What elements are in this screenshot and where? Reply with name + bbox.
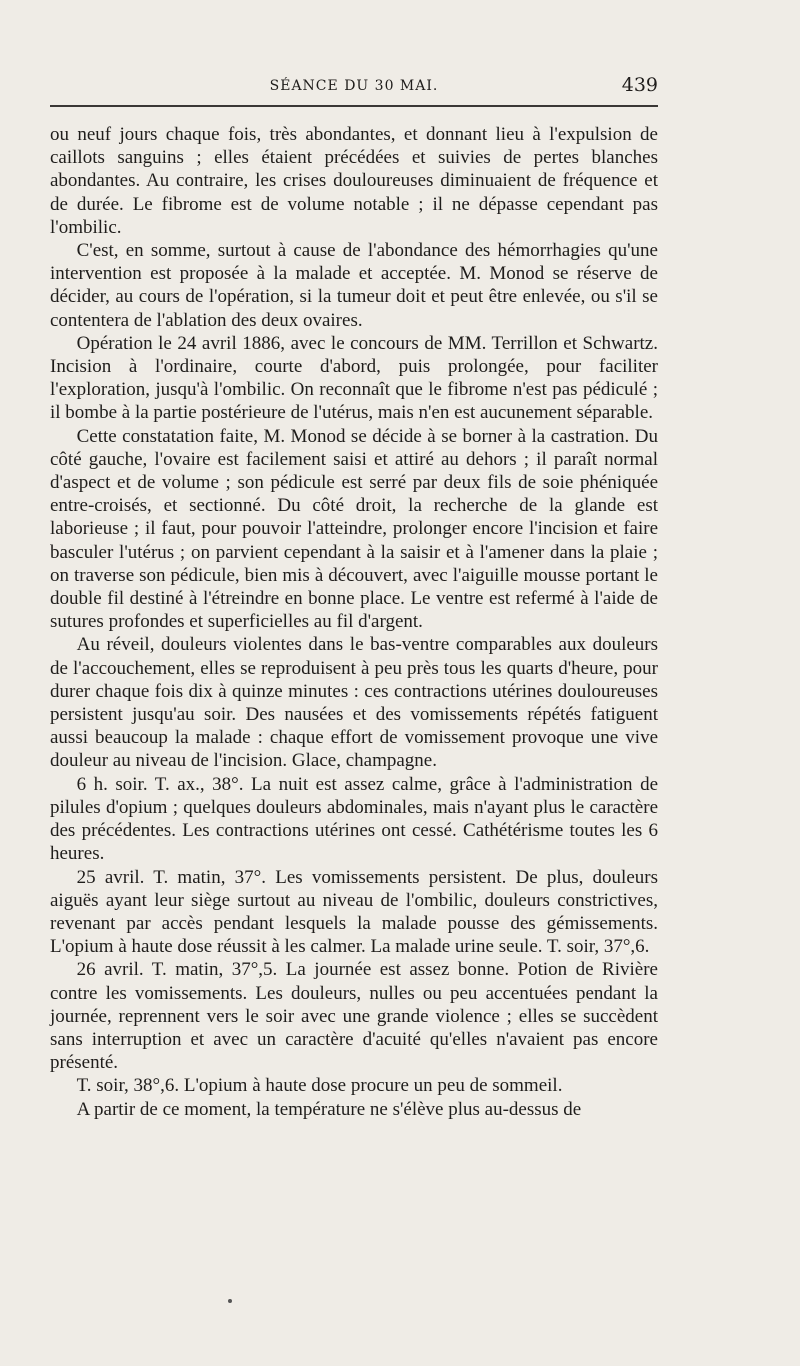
body-text (50, 123, 658, 1121)
paragraph: T. soir, 38°,6. L'opium à haute dose procure un peu de sommeil. (76, 1075, 563, 1097)
paragraph: Au réveil, douleurs violentes dans le bas-ventre comparables aux douleurs de l'accouchement, elles se reproduisent à peu près tous les quarts d'heure, pour durer chaque fois dix à quinze minutes : ces contractions utérines douloureuses persistent jusqu'au soir. Des nausées et des vomissements répétés fatiguent aussi beaucoup la malade : chaque effort de vomissement provoque une vive douleur au niveau de l'incision. Glace, champagne. (50, 634, 658, 772)
page-header (50, 72, 658, 102)
running-title: SÉANCE DU 30 MAI. (269, 78, 439, 94)
paragraph: A partir de ce moment, la température ne s'élève plus au-dessus de (76, 1098, 582, 1120)
paragraph: 6 h. soir. T. ax., 38°. La nuit est assez calme, grâce à l'administration de pilules d'opium ; quelques douleurs abdominales, mais n'ayant plus le caractère des précédentes. Les contractions utérines ont cessé. Cathétérisme toutes les 6 heures. (50, 773, 658, 865)
page-number: 439 (621, 74, 658, 96)
paragraph: C'est, en somme, surtout à cause de l'abondance des hémorrhagies qu'une intervention est proposée à la malade et acceptée. M. Monod se réserve de décider, au cours de l'opération, si la tumeur doit et peut être enlevée, ou s'il se contentera de l'ablation des deux ovaires. (50, 240, 658, 331)
paragraph: Cette constatation faite, M. Monod se décide à se borner à la castration. Du côté gauche, l'ovaire est facilement saisi et attiré au dehors ; il paraît normal d'aspect et de volume ; son pédicule est serré par deux fils de soie phéniquée entre-croisés, et sectionné. Du côté droit, la recherche de la glande est laborieuse ; il faut, pour pouvoir l'atteindre, prolonger encore l'incision et faire basculer l'utérus ; on parvient cependant à la saisir et à l'amener dans la plaie ; on traverse son pédicule, bien mis à découvert, avec l'aiguille mousse portant le double fil destiné à l'étreindre en bonne place. Le ventre est refermé à l'aide de sutures profondes et superficielles au fil d'argent. (50, 425, 658, 633)
header-rule (50, 105, 658, 107)
paragraph: ou neuf jours chaque fois, très abondantes, et donnant lieu à l'expulsion de caillots sanguins ; elles étaient précédées et suivies de pertes blanches abondantes. Au contraire, les crises douloureuses diminuaient de fréquence et de durée. Le fibrome est de volume notable ; il ne dépasse cependant pas l'ombilic. (50, 124, 658, 238)
paragraph: 25 avril. T. matin, 37°. Les vomissements persistent. De plus, douleurs aiguës ayant leur siège surtout au niveau de l'ombilic, douleurs constrictives, revenant par accès pendant lesquels la malade pousse des gémissements. L'opium à haute dose réussit à les calmer. La malade urine seule. T. soir, 37°,6. (50, 866, 658, 958)
print-speck (228, 1299, 232, 1303)
paragraph: Opération le 24 avril 1886, avec le concours de MM. Terrillon et Schwartz. Incision à l'ordinaire, courte d'abord, puis prolongée, pour faciliter l'exploration, jusqu'à l'ombilic. On reconnaît que le fibrome n'est pas pédiculé ; il bombe à la partie postérieure de l'utérus, mais n'en est aucunement séparable. (50, 332, 658, 424)
paragraph: 26 avril. T. matin, 37°,5. La journée est assez bonne. Potion de Rivière contre les vomissements. Les douleurs, nulles ou peu accentuées pendant la journée, reprennent vers le soir avec une grande violence ; elles se succèdent sans interruption et avec un caractère d'acuité qu'elles n'avaient pas encore présenté. (50, 959, 658, 1074)
